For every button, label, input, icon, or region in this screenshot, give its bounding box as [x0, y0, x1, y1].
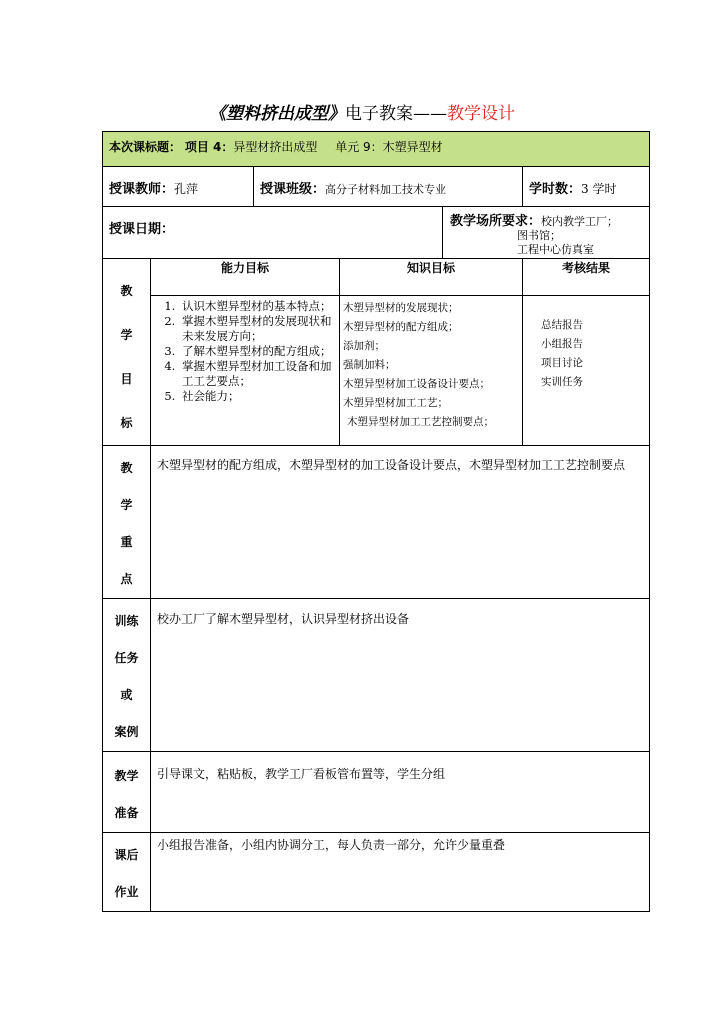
assessment-item: 小组报告 [541, 338, 583, 351]
hours-cell [523, 167, 650, 207]
unit-name: 单元 9：木塑异型材 [335, 140, 443, 154]
hours-label: 学时数： [529, 182, 582, 197]
homework-label-line-1: 课后 [114, 848, 139, 862]
teacher-cell [103, 167, 254, 207]
venue-line-2: 图书馆； [517, 229, 561, 242]
knowledge-item: 木塑异型材的发展现状； [343, 302, 459, 315]
objectives-label-char-4: 标 [120, 416, 133, 430]
assessment-results [523, 296, 650, 446]
knowledge-item: 木塑异型材加工工艺控制要点； [347, 416, 494, 429]
class-cell [254, 167, 523, 207]
date-label: 授课日期： [109, 222, 175, 237]
knowledge-item: 强制加料； [343, 359, 396, 372]
knowledge-objectives [340, 296, 523, 446]
homework-side-label [103, 833, 151, 912]
teacher-name: 孔萍 [174, 182, 199, 196]
training-label-line-3: 或 [120, 688, 133, 702]
ability-item: 2. 掌握木塑异型材的发展现状和未来发展方向； [179, 314, 335, 344]
preparation-label-line-1: 教学 [114, 769, 139, 783]
homework-label-line-2: 作业 [114, 885, 139, 899]
objectives-label-char-1: 教 [120, 284, 133, 298]
class-label: 授课班级： [260, 182, 326, 197]
key-points-label-char-3: 重 [120, 535, 133, 549]
ability-column-header: 能力目标 [151, 259, 340, 296]
knowledge-item: 添加剂； [343, 340, 385, 353]
title-accent: 教学设计 [447, 104, 515, 124]
knowledge-item: 木塑异型材加工设备设计要点； [343, 378, 490, 391]
preparation-label-line-2: 准备 [114, 806, 139, 820]
training-label-line-2: 任务 [114, 651, 139, 665]
title-middle: 电子教案—— [345, 104, 447, 124]
hours-value: 3 学时 [581, 182, 617, 196]
key-points-content [151, 446, 650, 599]
knowledge-item: 木塑异型材加工工艺； [343, 397, 448, 410]
training-content [151, 599, 650, 752]
ability-item: 3. 了解木塑异型材的配方组成； [179, 344, 335, 359]
ability-item: 1. 认识木塑异型材的基本特点； [179, 299, 335, 314]
assessment-item: 实训任务 [541, 376, 583, 389]
venue-label: 教学场所要求： [450, 214, 542, 229]
key-points-side-label [103, 446, 151, 599]
ability-item: 5. 社会能力； [179, 389, 335, 404]
project-number: 项目 4： [184, 140, 234, 154]
lesson-topic-row [103, 132, 650, 167]
topic-label: 本次课标题： [109, 140, 182, 154]
objectives-label-char-2: 学 [120, 328, 133, 342]
objectives-side-label [103, 259, 151, 446]
title-book-name: 《塑料挤出成型》 [209, 104, 345, 124]
class-name: 高分子材料加工技术专业 [325, 183, 447, 196]
venue-line-1: 校内教学工厂； [541, 215, 619, 228]
homework-text: 小组报告准备，小组内协调分工，每人负责一部分，允许少量重叠 [157, 838, 506, 852]
key-points-label-char-2: 学 [120, 498, 133, 512]
lesson-plan-table [102, 131, 650, 912]
preparation-side-label [103, 752, 151, 833]
preparation-text: 引导课文，粘贴板，教学工厂看板管布置等，学生分组 [157, 767, 446, 781]
venue-cell [443, 207, 650, 259]
assessment-item: 项目讨论 [541, 357, 583, 370]
key-points-label-char-4: 点 [120, 572, 133, 586]
assessment-item: 总结报告 [541, 319, 583, 332]
date-cell [103, 207, 443, 259]
knowledge-column-header: 知识目标 [340, 259, 523, 296]
document-title [0, 104, 724, 124]
project-name: 异型材挤出成型 [233, 140, 318, 154]
training-text: 校办工厂了解木塑异型材，认识异型材挤出设备 [157, 612, 410, 626]
ability-item: 4. 掌握木塑异型材加工设备和加工工艺要点； [179, 359, 335, 389]
key-points-label-char-1: 教 [120, 461, 133, 475]
preparation-content [151, 752, 650, 833]
training-side-label [103, 599, 151, 752]
key-points-text: 木塑异型材的配方组成，木塑异型材的加工设备设计要点，木塑异型材加工工艺控制要点 [157, 458, 626, 472]
ability-objectives [151, 296, 340, 446]
training-label-line-4: 案例 [114, 725, 139, 739]
assessment-column-header: 考核结果 [523, 259, 650, 296]
homework-content [151, 833, 650, 912]
training-label-line-1: 训练 [114, 614, 139, 628]
objectives-label-char-3: 目 [120, 372, 133, 386]
teacher-label: 授课教师： [109, 182, 175, 197]
knowledge-item: 木塑异型材的配方组成； [343, 321, 459, 334]
venue-line-3: 工程中心仿真室 [517, 243, 594, 256]
